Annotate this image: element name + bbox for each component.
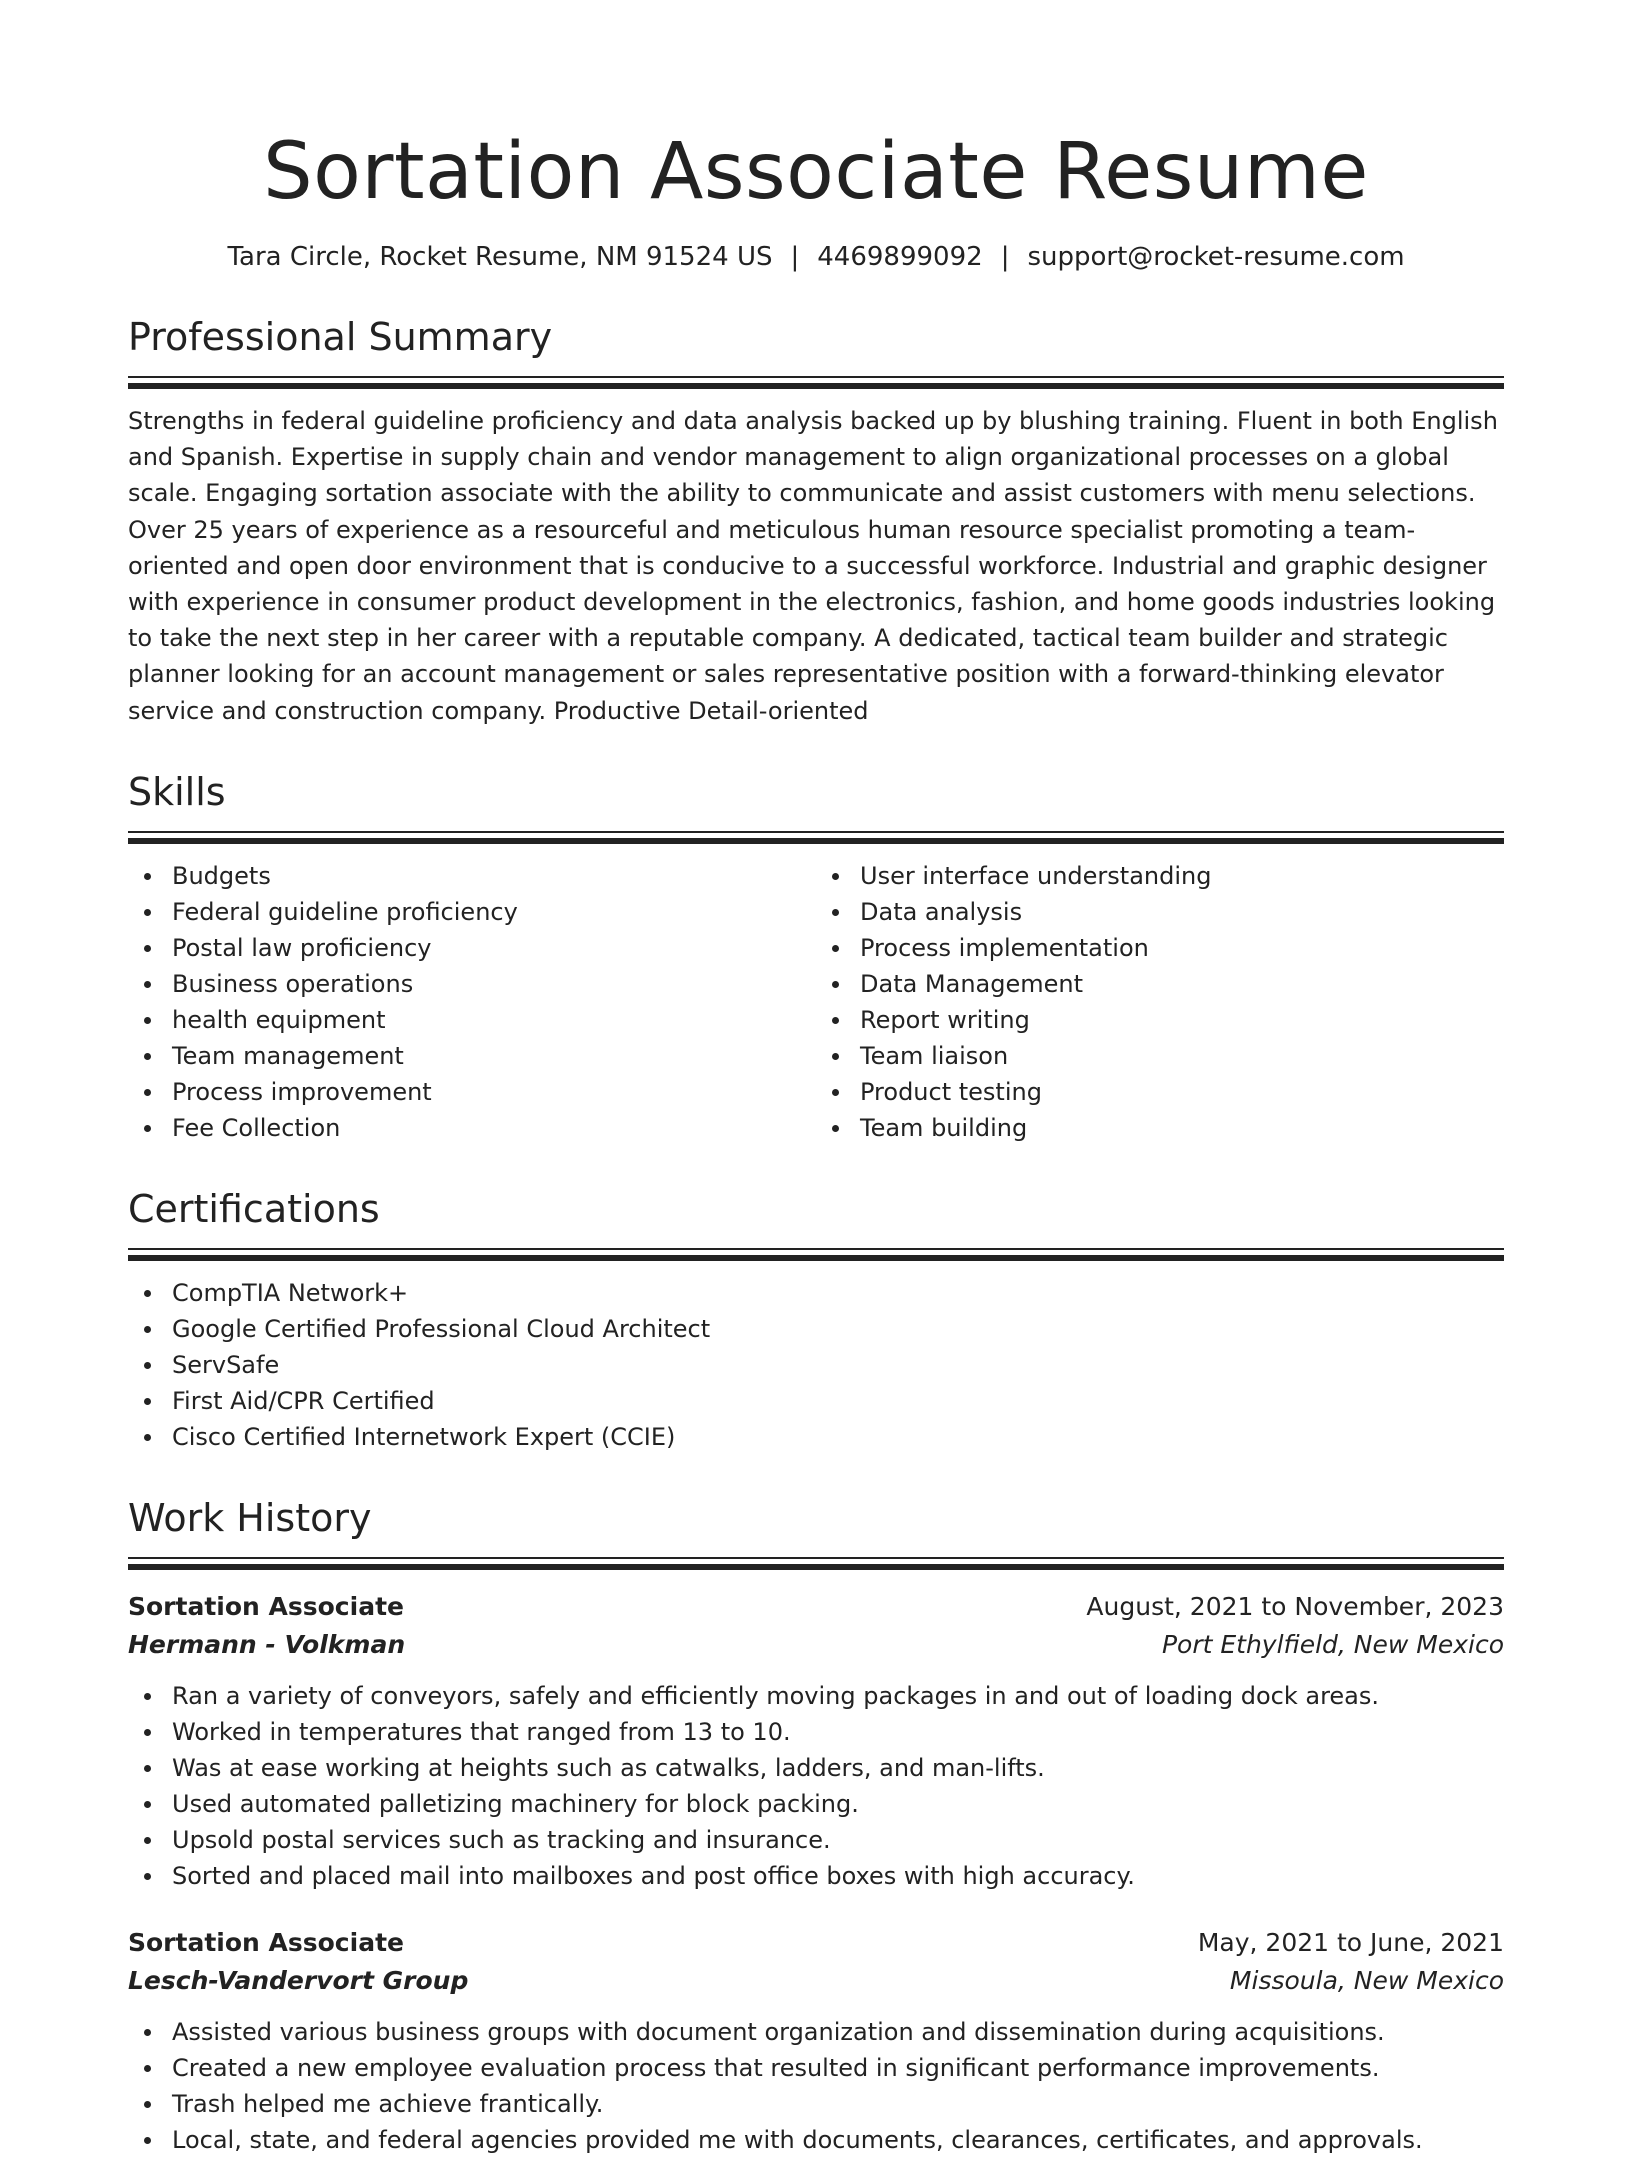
skill-item: Product testing (816, 1074, 1504, 1110)
skill-item: health equipment (128, 1002, 816, 1038)
work-history-heading: Work History (128, 1495, 372, 1540)
certification-item: Google Certified Professional Cloud Architect (128, 1311, 1504, 1347)
skill-item: Process implementation (816, 930, 1504, 966)
address: Tara Circle, Rocket Resume, NM 91524 US (227, 242, 773, 272)
job-entry (128, 1924, 1504, 2158)
skill-item: Fee Collection (128, 1110, 816, 1146)
job-dates: August, 2021 to November, 2023 (1086, 1591, 1504, 1621)
skill-item: Team liaison (816, 1038, 1504, 1074)
job-bullet: Created a new employee evaluation process that resulted in significant performance improvements. (128, 2050, 1504, 2086)
job-company: Lesch-Vandervort Group (128, 1965, 469, 1995)
skills-columns (128, 858, 1504, 1146)
job-bullet: Upsold postal services such as tracking and insurance. (128, 1822, 1504, 1858)
skill-item: Postal law proficiency (128, 930, 816, 966)
job-title: Sortation Associate (128, 1591, 404, 1621)
skill-item: Business operations (128, 966, 816, 1002)
certifications-heading: Certifications (128, 1186, 380, 1231)
certification-item: CompTIA Network+ (128, 1275, 1504, 1311)
skill-item: Data analysis (816, 894, 1504, 930)
resume-page (128, 0, 1504, 2158)
job-location: Port Ethylfield, New Mexico (1161, 1629, 1504, 1659)
job-bullet: Sorted and placed mail into mailboxes and post office boxes with high accuracy. (128, 1858, 1504, 1894)
skills-heading: Skills (128, 769, 226, 814)
separator: | (1000, 242, 1010, 272)
skill-item: Data Management (816, 966, 1504, 1002)
phone: 4469899092 (817, 242, 983, 272)
certification-item: ServSafe (128, 1347, 1504, 1383)
skill-item: User interface understanding (816, 858, 1504, 894)
summary-section (128, 314, 1504, 729)
summary-heading: Professional Summary (128, 315, 553, 359)
summary-text: Strengths in federal guideline proficiency and data analysis backed up by blushing training. Fluent in both English and Spanish. Expertise in supply chain and vendor management to align organizational processes on a global scale. Engaging sortation associate with the ability to communicate and assist customers with menu selections. Over 25 years of experience as a resourceful and meticulous human resource specialist promoting a team-oriented and open door environment that is conducive to a successful workforce. Industrial and graphic designer with experience in consumer product development in the electronics, fashion, and home goods industries looking to take the next step in her career with a reputable company. A dedicated, tactical team builder and strategic planner looking for an account management or sales representative position with a forward-thinking elevator service and construction company. Productive Detail-oriented (128, 407, 1498, 725)
skill-item: Process improvement (128, 1074, 816, 1110)
section-rule (128, 831, 1504, 844)
job-location: Missoula, New Mexico (1229, 1965, 1504, 1995)
skill-item: Team management (128, 1038, 816, 1074)
skills-section (128, 769, 1504, 1146)
skill-item: Report writing (816, 1002, 1504, 1038)
contact-line (128, 240, 1504, 274)
job-bullet: Trash helped me achieve frantically. (128, 2086, 1504, 2122)
job-bullet: Assisted various business groups with document organization and dissemination during acquisitions. (128, 2014, 1504, 2050)
section-rule (128, 1248, 1504, 1261)
job-bullet: Local, state, and federal agencies provided me with documents, clearances, certificates, and approvals. (128, 2122, 1504, 2158)
skill-item: Team building (816, 1110, 1504, 1146)
work-history-section (128, 1495, 1504, 2158)
job-company: Hermann - Volkman (128, 1629, 406, 1659)
section-rule (128, 1557, 1504, 1570)
certifications-section (128, 1186, 1504, 1455)
certification-item: Cisco Certified Internetwork Expert (CCIE) (128, 1419, 1504, 1455)
job-bullet: Worked in temperatures that ranged from 13 to 10. (128, 1714, 1504, 1750)
skill-item: Federal guideline proficiency (128, 894, 816, 930)
skills-list-right (816, 858, 1504, 1146)
job-bullet-list (128, 2014, 1504, 2158)
job-bullet: Was at ease working at heights such as catwalks, ladders, and man-lifts. (128, 1750, 1504, 1786)
job-dates: May, 2021 to June, 2021 (1197, 1927, 1504, 1957)
page-title: Sortation Associate Resume (263, 127, 1369, 217)
section-rule (128, 376, 1504, 389)
separator: | (790, 242, 800, 272)
email: support@rocket-resume.com (1027, 242, 1405, 272)
job-bullet-list (128, 1678, 1504, 1894)
certification-item: First Aid/CPR Certified (128, 1383, 1504, 1419)
skills-list-left (128, 858, 816, 1146)
job-entry (128, 1588, 1504, 1894)
skill-item: Budgets (128, 858, 816, 894)
certifications-list (128, 1275, 1504, 1455)
job-bullet: Ran a variety of conveyors, safely and efficiently moving packages in and out of loading dock areas. (128, 1678, 1504, 1714)
job-bullet: Used automated palletizing machinery for block packing. (128, 1786, 1504, 1822)
job-title: Sortation Associate (128, 1927, 404, 1957)
